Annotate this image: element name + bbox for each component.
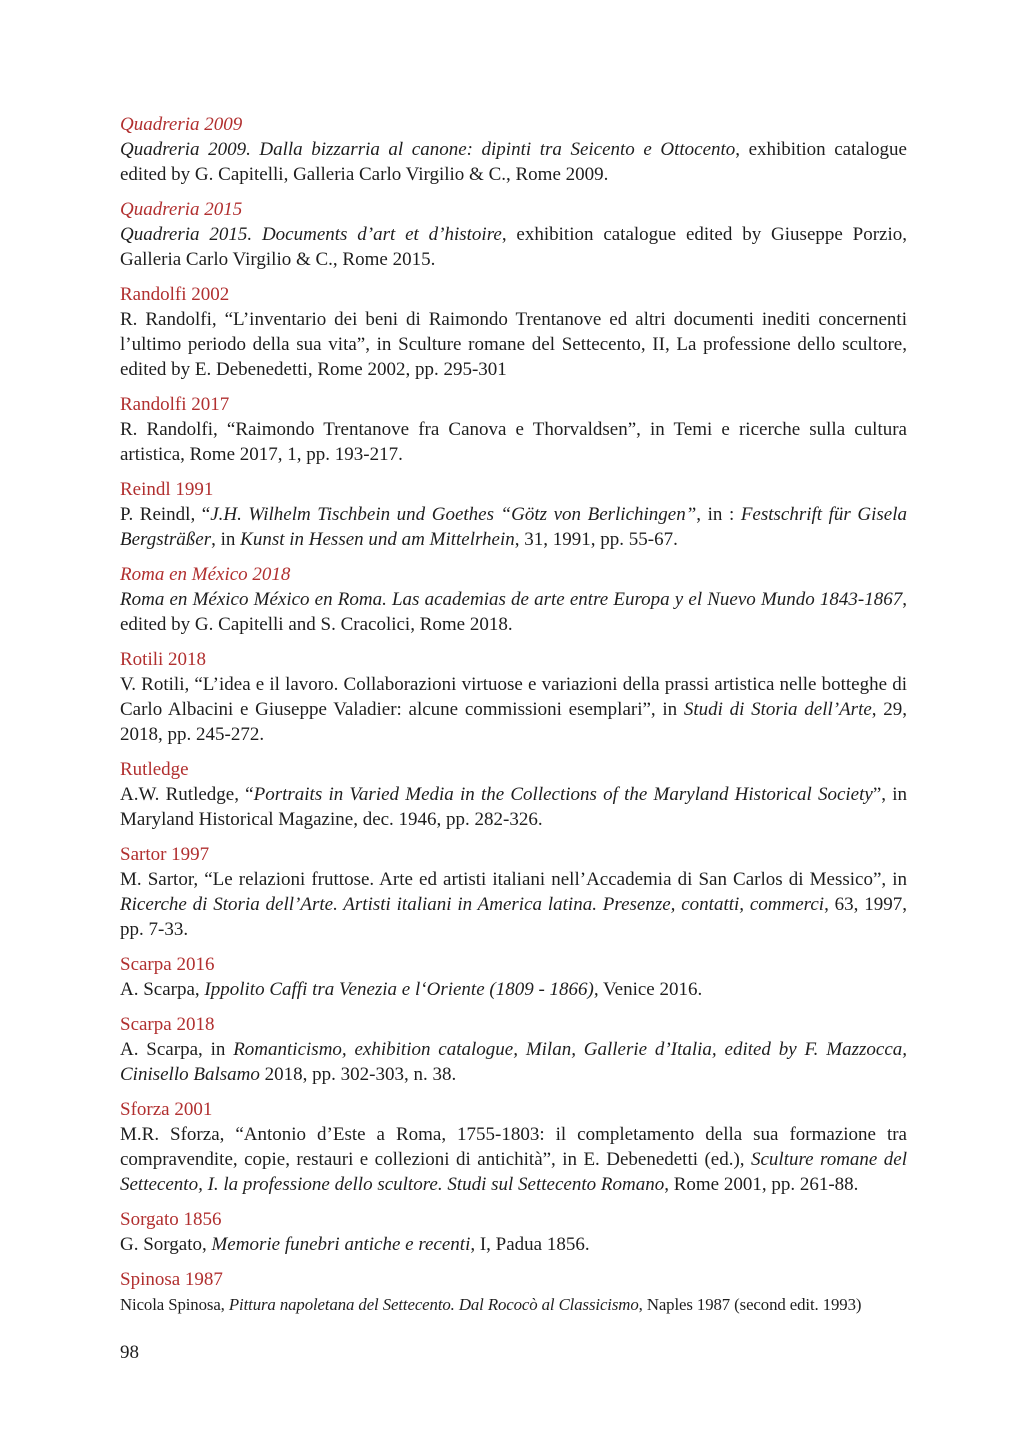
text-segment: , 29, 2018, pp. 245-272. (120, 699, 907, 745)
text-segment: G. Sorgato, (120, 1234, 212, 1255)
text-segment: ”, in Maryland Historical Magazine, dec. 1946, pp. 282-326. (120, 784, 907, 830)
bib-entry (120, 392, 907, 467)
bib-entry-body (120, 307, 907, 382)
bib-entry-body (120, 977, 907, 1002)
text-segment: , exhibition catalogue edited by Giuseppe Porzio, Galleria Carlo Virgilio & C., Rome 2015. (120, 224, 908, 270)
bib-entry-body (120, 1122, 907, 1197)
title-segment: Quadreria 2015. Documents d’art et d’histoire (120, 224, 502, 245)
bib-entry (120, 1267, 907, 1317)
bib-entry-heading: Quadreria 2009 (120, 114, 243, 135)
bib-entry-heading: Rotili 2018 (120, 649, 207, 670)
text-segment: , edited by G. Capitelli and S. Cracolici, Rome 2018. (120, 589, 907, 635)
text-segment: , in : (696, 504, 741, 525)
text-segment: R. Randolfi, “L’inventario dei beni di Raimondo Trentanove ed altri documenti inediti concernenti l’ultimo periodo della sua vita”, in Sculture romane del Settecento, II, La professione dello scultore, edited by E. Debenedetti, Rome 2002, pp. 295-301 (120, 309, 907, 380)
bib-entry (120, 952, 907, 1002)
title-segment: Ippolito Caffi tra Venezia e l‘Oriente (1809 - 1866), (204, 979, 599, 1000)
text-segment: A. Scarpa, (120, 979, 205, 1000)
bib-entry-heading: Spinosa 1987 (120, 1269, 223, 1290)
text-segment: Venice 2016. (598, 979, 703, 1000)
bib-entry-heading: Scarpa 2016 (120, 954, 215, 975)
bib-entry-heading: Randolfi 2002 (120, 284, 230, 305)
text-segment: , Naples 1987 (second edit. 1993) (638, 1295, 862, 1314)
title-segment: Kunst in Hessen und am Mittelrhein (240, 529, 515, 550)
title-segment: Portraits in Varied Media in the Collections of the Maryland Historical Society (253, 784, 873, 805)
text-segment: , 31, 1991, pp. 55-67. (514, 529, 678, 550)
title-segment: Studi di Storia dell’Arte (683, 699, 872, 720)
bibliography-list (120, 112, 907, 1327)
text-segment: R. Randolfi, “Raimondo Trentanove fra Canova e Thorvaldsen”, in Temi e ricerche sulla cultura artistica, Rome 2017, 1, pp. 193-217. (120, 419, 907, 465)
bib-entry (120, 757, 907, 832)
bib-entry (120, 477, 907, 552)
title-segment: Roma en México México en Roma. Las academias de arte entre Europa y el Nuevo Mundo 1843-1867 (120, 589, 903, 610)
bib-entry-body (120, 587, 907, 637)
bib-entry-body (120, 417, 907, 467)
bib-entry-body (120, 1232, 907, 1257)
text-segment: , I, Padua 1856. (470, 1234, 590, 1255)
bib-entry-heading: Sforza 2001 (120, 1099, 213, 1120)
bib-entry (120, 197, 907, 272)
bib-entry-body (120, 222, 907, 272)
title-segment: Memorie funebri antiche e recenti (211, 1234, 471, 1255)
text-segment: P. Reindl, “ (120, 504, 211, 525)
title-segment: Ricerche di Storia dell’Arte. Artisti italiani in America latina. Presenze, contatti, commerci (120, 894, 825, 915)
text-segment: , in (211, 529, 241, 550)
bib-entry (120, 842, 907, 942)
bib-entry (120, 1207, 907, 1257)
bib-entry-heading: Roma en México 2018 (120, 564, 291, 585)
text-segment: , 63, 1997, pp. 7-33. (120, 894, 908, 940)
text-segment: Nicola Spinosa, (120, 1295, 229, 1314)
text-segment: 2018, pp. 302-303, n. 38. (259, 1064, 457, 1085)
text-segment: M. Sartor, “Le relazioni fruttose. Arte ed artisti italiani nell’Accademia di San Carlos di Messico”, in (120, 869, 907, 890)
bib-entry (120, 647, 907, 747)
bib-entry-heading: Reindl 1991 (120, 479, 214, 500)
text-segment: , Rome 2001, pp. 261-88. (664, 1174, 859, 1195)
bib-entry-heading: Rutledge (120, 759, 189, 780)
bib-entry-body (120, 137, 907, 187)
bib-entry-heading: Sorgato 1856 (120, 1209, 222, 1230)
title-segment: Romanticismo, exhibition catalogue, Milan, Gallerie d’Italia, edited by F. Mazzocca, Cinisello Balsamo (120, 1039, 907, 1085)
page-number: 98 (120, 1342, 139, 1363)
text-segment: A. Scarpa, in (120, 1039, 234, 1060)
bib-entry-heading: Quadreria 2015 (120, 199, 243, 220)
title-segment: Sculture romane del Settecento, I. la professione dello scultore. Studi sul Settecento Romano (120, 1149, 908, 1195)
bib-entry-body (120, 782, 907, 832)
bib-entry-heading: Randolfi 2017 (120, 394, 230, 415)
bib-entry-body (120, 672, 907, 747)
title-segment: Pittura napoletana del Settecento. Dal Rococò al Classicismo (228, 1295, 639, 1314)
text-segment: A.W. Rutledge, “ (120, 784, 254, 805)
text-segment: V. Rotili, “L’idea e il lavoro. Collaborazioni virtuose e variazioni della prassi artistica nelle botteghe di Carlo Albacini e Giuseppe Valadier: alcune commissioni esemplari”, in (120, 674, 907, 720)
text-segment: M.R. Sforza, “Antonio d’Este a Roma, 1755-1803: il completamento della sua formazione tra compravendite, copie, restauri e collezioni di antichità”, in E. Debenedetti (ed.), (120, 1124, 907, 1170)
title-segment: Festschrift für Gisela Bergsträßer (120, 504, 907, 550)
bib-entry (120, 282, 907, 382)
title-segment: Quadreria 2009. Dalla bizzarria al canone: dipinti tra Seicento e Ottocento (120, 139, 736, 160)
bib-entry-body (120, 867, 907, 942)
title-segment: J.H. Wilhelm Tischbein und Goethes “Götz von Berlichingen” (210, 504, 697, 525)
bib-entry-heading: Sartor 1997 (120, 844, 210, 865)
text-segment: , exhibition catalogue edited by G. Capitelli, Galleria Carlo Virgilio & C., Rome 2009. (120, 139, 907, 185)
bib-entry (120, 1097, 907, 1197)
bib-entry (120, 1012, 907, 1087)
bib-entry-body (120, 1292, 907, 1317)
bib-entry (120, 112, 907, 187)
bib-entry-body (120, 1037, 907, 1087)
bib-entry-heading: Scarpa 2018 (120, 1014, 215, 1035)
bib-entry (120, 562, 907, 637)
bib-entry-body (120, 502, 907, 552)
